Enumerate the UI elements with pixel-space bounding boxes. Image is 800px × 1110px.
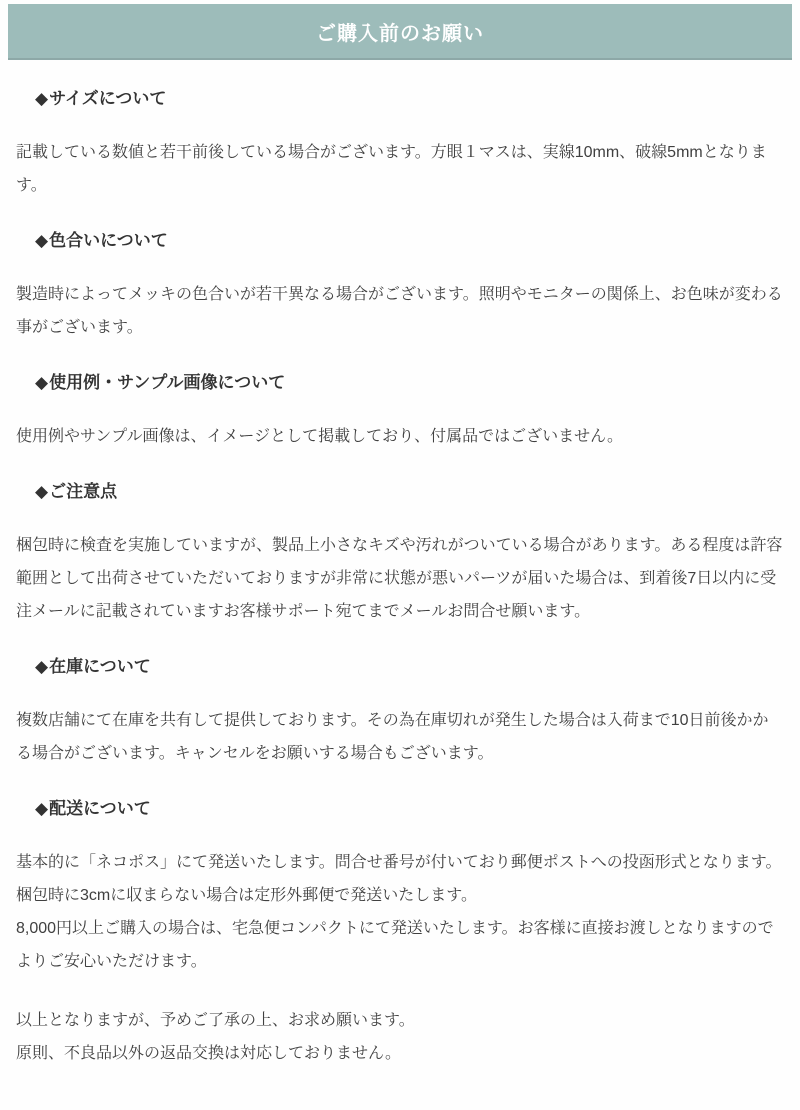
notice-header xyxy=(8,4,792,60)
section-shipping xyxy=(16,798,784,978)
section-stock xyxy=(16,656,784,770)
diamond-bullet-icon: ◆ xyxy=(35,799,49,818)
section-stock-heading xyxy=(16,656,784,678)
section-sample-images-paragraph: 使用例やサンプル画像は、イメージとして掲載しており、付属品ではございません。 xyxy=(16,428,624,445)
notice-body xyxy=(0,88,800,1070)
diamond-bullet-icon: ◆ xyxy=(35,373,49,392)
section-caution-paragraph: 梱包時に検査を実施していますが、製品上小さなキズや汚れがついている場合があります。ある程度は許容範囲として出荷させていただいておりますが非常に状態が悪いパーツが届いた場合は、到着後7日以内に受注メールに記載されていますお客様サポート宛てまでメールお問合せ願います。 xyxy=(16,537,783,620)
section-stock-label: 在庫について xyxy=(49,657,151,676)
section-sample-images-heading xyxy=(16,372,784,394)
section-color xyxy=(16,230,784,344)
section-color-paragraph: 製造時によってメッキの色合いが若干異なる場合がございます。照明やモニターの関係上、お色味が変わる事がございます。 xyxy=(16,286,783,336)
closing-line-1: 以上となりますが、予めご了承の上、お求め願います。 xyxy=(16,1012,415,1029)
section-color-label: 色合いについて xyxy=(49,231,168,250)
section-shipping-heading xyxy=(16,798,784,820)
diamond-bullet-icon: ◆ xyxy=(35,89,49,108)
section-shipping-paragraph-2: 8,000円以上ご購入の場合は、宅急便コンパクトにて発送いたします。お客様に直接お渡しとなりますのでよりご安心いただけます。 xyxy=(16,920,774,970)
section-color-heading xyxy=(16,230,784,252)
diamond-bullet-icon: ◆ xyxy=(35,231,49,250)
section-size-label: サイズについて xyxy=(49,89,167,108)
section-caution-heading xyxy=(16,481,784,503)
notice-title: ご購入前のお願い xyxy=(316,22,484,45)
section-sample-images-label: 使用例・サンプル画像について xyxy=(49,373,286,392)
section-size xyxy=(16,88,784,202)
section-shipping-label: 配送について xyxy=(49,799,151,818)
section-sample-images xyxy=(16,372,784,453)
closing-line-2: 原則、不良品以外の返品交換は対応しておりません。 xyxy=(16,1045,401,1062)
section-stock-paragraph: 複数店舗にて在庫を共有して提供しております。その為在庫切れが発生した場合は入荷まで10日前後かかる場合がございます。キャンセルをお願いする場合もございます。 xyxy=(16,712,769,762)
diamond-bullet-icon: ◆ xyxy=(35,657,49,676)
closing-note xyxy=(16,1004,784,1070)
section-caution xyxy=(16,481,784,628)
section-size-heading xyxy=(16,88,784,110)
section-size-paragraph: 記載している数値と若干前後している場合がございます。方眼１マスは、実線10mm、破線5mmとなります。 xyxy=(16,144,767,194)
section-shipping-paragraph-1: 基本的に「ネコポス」にて発送いたします。問合せ番号が付いており郵便ポストへの投函形式となります。梱包時に3cmに収まらない場合は定形外郵便で発送いたします。 xyxy=(16,854,782,904)
diamond-bullet-icon: ◆ xyxy=(35,482,49,501)
section-caution-label: ご注意点 xyxy=(49,482,118,501)
